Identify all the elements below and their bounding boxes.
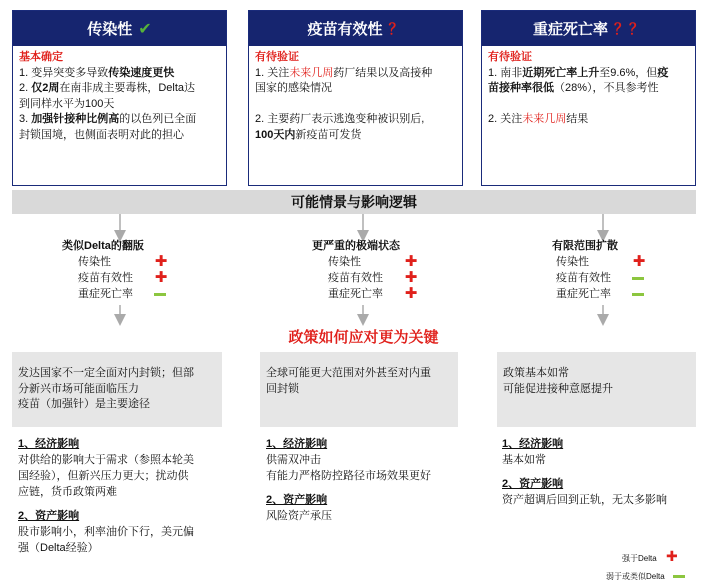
policy-box-line: 分新兴市场可能面临压力 <box>18 382 139 395</box>
impact-detail-mid <box>266 436 466 524</box>
scenario-row <box>556 254 646 270</box>
box-text: 未来几周 <box>522 113 567 125</box>
plus-icon: ✚ <box>404 253 418 270</box>
scenario-row <box>78 270 168 286</box>
box-text: 2. <box>19 82 32 94</box>
box-text: 新疫苗可发货 <box>295 128 362 141</box>
policy-box-right <box>497 352 696 427</box>
plus-icon: ✚ <box>404 285 418 302</box>
impact-detail-left <box>18 436 228 556</box>
box-text: 加强针接种比例高 <box>31 113 120 125</box>
scenario-row <box>556 270 646 286</box>
policy-box-line: 全球可能更大范围对外甚至对内重 <box>266 367 431 379</box>
policy-box-line: 政策基本如常 <box>503 367 569 379</box>
asset-impact-line: 资产超调后回到正轨，无太多影响 <box>502 494 667 506</box>
scenario-row-label: 传染性 <box>78 256 111 268</box>
box-text: 仅2周 <box>31 82 60 94</box>
scenario-row-label: 重症死亡率 <box>556 288 611 300</box>
scenario-row <box>556 286 646 302</box>
plus-icon: ✚ <box>632 253 646 270</box>
box-text: 在南非成主要毒株，Delta达 <box>59 82 196 94</box>
legend-minus-label: 弱于或类似Delta <box>606 572 665 581</box>
scenario-delta-like <box>62 238 168 302</box>
box-text: 近期死亡率上升 <box>522 66 600 79</box>
scenario-row-label: 重症死亡率 <box>78 288 133 300</box>
box-title: 传染性 <box>87 21 133 38</box>
econ-impact-line: 国经验），但新兴压力更大；扰动供 <box>18 470 189 482</box>
box-text: （28%），不具参考性 <box>554 82 659 94</box>
minus-icon <box>673 575 685 578</box>
box-text: 传染速度更快 <box>108 66 175 79</box>
scenario-row-label: 疫苗有效性 <box>78 272 133 284</box>
policy-box-line: 可能促进接种意愿提升 <box>503 382 613 395</box>
asset-impact-title: 2、资产影响 <box>18 510 80 522</box>
scenario-row-label: 传染性 <box>328 256 361 268</box>
box-text: 未来几周 <box>289 66 334 79</box>
econ-impact-title: 1、经济影响 <box>18 438 80 450</box>
plus-icon: ✚ <box>154 269 168 286</box>
box-text: 1. 南非 <box>488 66 523 79</box>
box-text: 到同样水平为100天 <box>19 97 115 110</box>
scenario-row <box>328 270 418 286</box>
asset-impact-line: 股市影响小，利率油价下行，美元偏 <box>18 526 194 538</box>
policy-box-line: 发达国家不一定全面对内封锁；但部 <box>18 367 194 379</box>
box-text: 有待验证 <box>255 51 299 63</box>
econ-impact-line: 应链，货币政策两难 <box>18 486 117 498</box>
econ-impact-title: 1、经济影响 <box>266 438 328 450</box>
scenario-row <box>328 254 418 270</box>
scenario-row-label: 重症死亡率 <box>328 288 383 300</box>
box-text: 100天内 <box>255 128 296 141</box>
box-text: 1. 关注 <box>255 66 290 79</box>
box-text: 有待验证 <box>488 51 532 63</box>
scenario-title: 类似Delta的翻版 <box>62 240 144 252</box>
asset-impact-line: 强（Delta经验） <box>18 542 99 554</box>
econ-impact-line: 对供给的影响大于需求（参照本轮美 <box>18 454 194 466</box>
policy-box-line: 疫苗（加强针）是主要途径 <box>18 398 150 410</box>
box-text: 基本确定 <box>19 51 63 63</box>
scenario-extreme <box>312 238 418 302</box>
impact-detail-right <box>502 436 702 508</box>
plus-icon: ✚ <box>154 253 168 270</box>
policy-box-mid <box>260 352 458 427</box>
plus-icon: ✚ <box>404 269 418 286</box>
scenario-row-label: 疫苗有效性 <box>328 272 383 284</box>
box-text: 封锁国境，也侧面表明对此的担心 <box>19 128 184 141</box>
scenario-limited-spread <box>552 238 646 302</box>
box-text: 疫 <box>657 66 669 79</box>
box-title: 重症死亡率 <box>532 21 608 38</box>
scenario-row <box>328 286 418 302</box>
asset-impact-title: 2、资产影响 <box>266 494 328 506</box>
legend-minus <box>606 571 685 582</box>
scenario-banner: 可能情景与影响逻辑 <box>12 190 696 214</box>
scenario-row <box>78 254 168 270</box>
scenario-row-label: 传染性 <box>556 256 589 268</box>
question-icon: ？ <box>388 21 404 38</box>
scenario-row <box>78 286 168 302</box>
asset-impact-line: 风险资产承压 <box>266 510 332 522</box>
box-text: 结果 <box>566 113 589 125</box>
box-text: 2. 关注 <box>488 113 523 125</box>
question-icon: ？？ <box>614 21 645 38</box>
scenario-rows <box>556 254 646 302</box>
legend-plus-label: 强于Delta <box>622 554 657 563</box>
plus-icon: ✚ <box>666 548 678 564</box>
legend-plus <box>622 549 679 564</box>
scenario-rows <box>78 254 168 302</box>
box-text: 的以色列已全面 <box>119 113 197 125</box>
econ-impact-title: 1、经济影响 <box>502 438 564 450</box>
econ-impact-line: 有能力严格防控路径市场效果更好 <box>266 470 431 482</box>
scenario-row-label: 疫苗有效性 <box>556 272 611 284</box>
box-text: 国家的感染情况 <box>255 82 332 94</box>
scenario-rows <box>328 254 418 302</box>
box-text: 3. <box>19 113 32 125</box>
policy-box-line: 回封锁 <box>266 382 299 395</box>
minus-icon <box>154 293 166 296</box>
box-text: 苗接种率很低 <box>488 82 554 94</box>
policy-heading: 政策如何应对更为关键 <box>288 329 439 346</box>
econ-impact-line: 供需双冲击 <box>266 454 321 466</box>
minus-icon <box>632 277 644 280</box>
box-text: 药厂结果以及高接种 <box>333 66 433 79</box>
asset-impact-title: 2、资产影响 <box>502 478 564 490</box>
box-text: 至9.6%，但 <box>599 66 658 79</box>
scenario-title: 有限范围扩散 <box>552 240 618 252</box>
box-text: 1. 变异突变多导致 <box>19 66 109 79</box>
check-icon: ✔ <box>138 20 152 38</box>
minus-icon <box>632 293 644 296</box>
econ-impact-line: 基本如常 <box>502 454 546 466</box>
scenario-title: 更严重的极端状态 <box>312 240 400 252</box>
box-text: 2. 主要药厂表示逃逸变种被识别后, <box>255 113 425 125</box>
policy-box-left <box>12 352 222 427</box>
box-title: 疫苗有效性 <box>307 21 383 38</box>
